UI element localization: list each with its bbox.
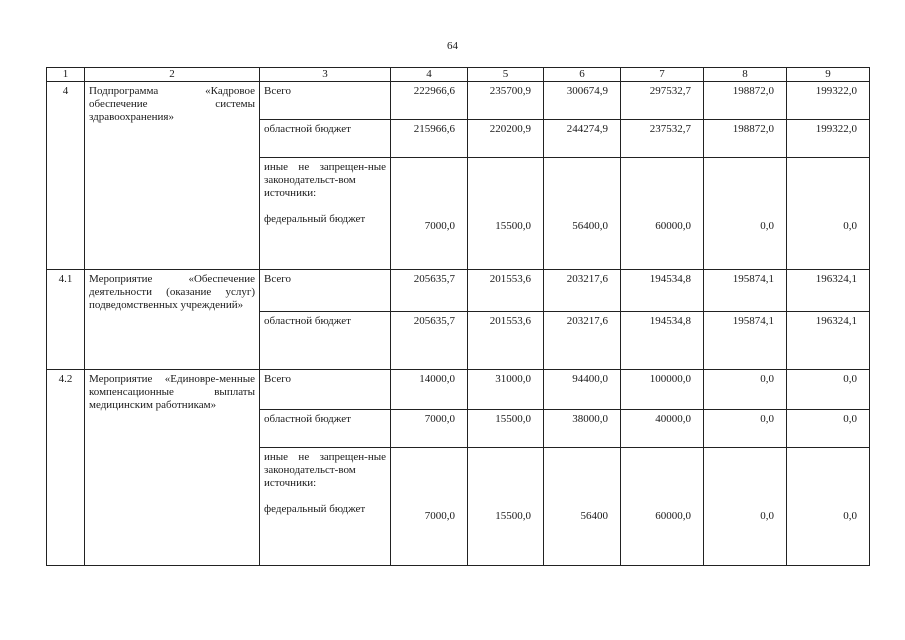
column-header: 7 <box>621 68 704 82</box>
value-cell: 235700,9 <box>468 82 544 120</box>
column-header: 4 <box>391 68 468 82</box>
value-cell: 56400,0 <box>544 158 621 270</box>
funding-source-name: федеральный бюджет <box>264 213 366 225</box>
item-number: 4.2 <box>47 370 85 566</box>
funding-source: Всего <box>260 370 391 410</box>
value-cell: 0,0 <box>787 158 870 270</box>
page-number: 64 <box>447 40 458 52</box>
column-header: 2 <box>85 68 260 82</box>
value-cell: 220200,9 <box>468 120 544 158</box>
value-cell: 7000,0 <box>391 448 468 566</box>
funding-source: областной бюджет <box>260 120 391 158</box>
value-cell: 15500,0 <box>468 410 544 448</box>
value-cell: 194534,8 <box>621 270 704 312</box>
value-cell: 38000,0 <box>544 410 621 448</box>
column-header: 3 <box>260 68 391 82</box>
funding-source-note: иные не запрещен-ные законодательст-вом источники: <box>264 451 386 489</box>
funding-source <box>260 158 391 270</box>
value-cell: 244274,9 <box>544 120 621 158</box>
value-cell: 205635,7 <box>391 312 468 370</box>
table-row <box>47 82 870 120</box>
value-cell: 205635,7 <box>391 270 468 312</box>
value-cell: 215966,6 <box>391 120 468 158</box>
item-number: 4.1 <box>47 270 85 370</box>
table-row <box>47 270 870 312</box>
funding-source: областной бюджет <box>260 410 391 448</box>
value-cell: 31000,0 <box>468 370 544 410</box>
value-cell: 201553,6 <box>468 270 544 312</box>
value-cell: 15500,0 <box>468 158 544 270</box>
value-cell: 0,0 <box>704 448 787 566</box>
value-cell: 60000,0 <box>621 448 704 566</box>
value-cell: 100000,0 <box>621 370 704 410</box>
value-cell: 0,0 <box>704 410 787 448</box>
value-cell: 199322,0 <box>787 120 870 158</box>
funding-source: областной бюджет <box>260 312 391 370</box>
funding-source <box>260 448 391 566</box>
value-cell: 237532,7 <box>621 120 704 158</box>
budget-table <box>46 67 870 566</box>
table-row <box>47 370 870 410</box>
value-cell: 199322,0 <box>787 82 870 120</box>
column-header: 9 <box>787 68 870 82</box>
value-cell: 0,0 <box>787 448 870 566</box>
item-title: Подпрограмма «Кадровое обеспечение системы здравоохранения» <box>85 82 260 270</box>
funding-source: Всего <box>260 270 391 312</box>
value-cell: 7000,0 <box>391 410 468 448</box>
value-cell: 203217,6 <box>544 312 621 370</box>
value-cell: 15500,0 <box>468 448 544 566</box>
value-cell: 222966,6 <box>391 82 468 120</box>
value-cell: 94400,0 <box>544 370 621 410</box>
value-cell: 40000,0 <box>621 410 704 448</box>
item-number: 4 <box>47 82 85 270</box>
value-cell: 7000,0 <box>391 158 468 270</box>
column-number-row <box>47 68 870 82</box>
value-cell: 198872,0 <box>704 120 787 158</box>
value-cell: 196324,1 <box>787 312 870 370</box>
funding-source: Всего <box>260 82 391 120</box>
column-header: 6 <box>544 68 621 82</box>
column-header: 5 <box>468 68 544 82</box>
funding-source-name: федеральный бюджет <box>264 503 366 515</box>
item-title: Мероприятие «Обеспечение деятельности (оказание услуг) подведомственных учреждений» <box>85 270 260 370</box>
column-header: 8 <box>704 68 787 82</box>
value-cell: 201553,6 <box>468 312 544 370</box>
value-cell: 14000,0 <box>391 370 468 410</box>
value-cell: 195874,1 <box>704 270 787 312</box>
value-cell: 0,0 <box>787 370 870 410</box>
value-cell: 198872,0 <box>704 82 787 120</box>
value-cell: 60000,0 <box>621 158 704 270</box>
value-cell: 203217,6 <box>544 270 621 312</box>
value-cell: 0,0 <box>704 158 787 270</box>
value-cell: 195874,1 <box>704 312 787 370</box>
funding-source-note: иные не запрещен-ные законодательст-вом источники: <box>264 161 386 199</box>
value-cell: 0,0 <box>787 410 870 448</box>
value-cell: 56400 <box>544 448 621 566</box>
value-cell: 0,0 <box>704 370 787 410</box>
column-header: 1 <box>47 68 85 82</box>
value-cell: 297532,7 <box>621 82 704 120</box>
value-cell: 194534,8 <box>621 312 704 370</box>
item-title: Мероприятие «Единовре-менные компенсационные выплаты медицинским работникам» <box>85 370 260 566</box>
value-cell: 300674,9 <box>544 82 621 120</box>
value-cell: 196324,1 <box>787 270 870 312</box>
